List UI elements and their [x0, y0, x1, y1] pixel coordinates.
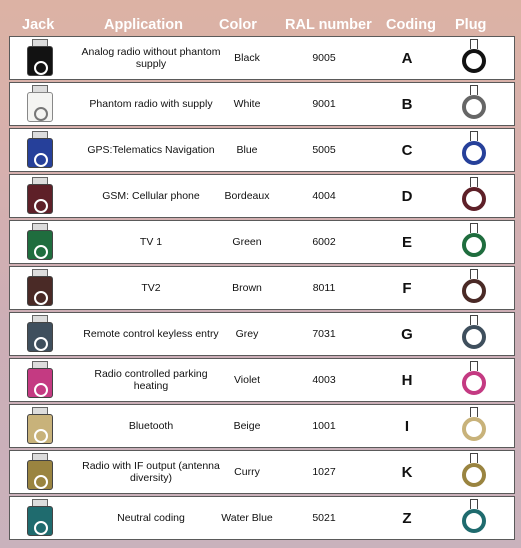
- application-cell: Radio controlled parking heating: [94, 367, 208, 393]
- header-application: Application: [104, 17, 183, 33]
- jack-connector-icon: [27, 453, 53, 491]
- application-cell: GSM: Cellular phone: [102, 189, 200, 202]
- plug-connector-icon: [460, 177, 488, 215]
- plug-connector-icon: [460, 131, 488, 169]
- ral-cell: 5021: [312, 512, 336, 525]
- table-header: [0, 0, 521, 36]
- plug-cell: [446, 313, 502, 355]
- coding-cell: B: [401, 95, 413, 113]
- coding-cell: I: [404, 417, 410, 435]
- jack-cell: [10, 83, 70, 125]
- jack-connector-icon: [27, 223, 53, 261]
- color-cell: Violet: [233, 374, 261, 387]
- plug-cell: [446, 83, 502, 125]
- plug-cell: [446, 37, 502, 79]
- coding-cell: A: [401, 49, 413, 67]
- jack-cell: [10, 221, 70, 263]
- color-cell: Brown: [232, 282, 262, 295]
- plug-connector-icon: [460, 453, 488, 491]
- header-coding: Coding: [386, 17, 436, 33]
- jack-cell: [10, 129, 70, 171]
- header-ral: RAL number: [285, 17, 372, 33]
- plug-connector-icon: [460, 315, 488, 353]
- jack-connector-icon: [27, 407, 53, 445]
- plug-cell: [446, 267, 502, 309]
- ral-cell: 9005: [312, 52, 336, 64]
- table-row: [9, 496, 515, 540]
- color-cell: Curry: [234, 466, 260, 479]
- plug-cell: [446, 221, 502, 263]
- ral-cell: 6002: [312, 236, 336, 249]
- table-row: [9, 82, 515, 126]
- table-row: [9, 358, 515, 402]
- jack-connector-icon: [27, 499, 53, 537]
- header-plug: Plug: [455, 17, 487, 33]
- plug-connector-icon: [460, 39, 488, 77]
- jack-connector-icon: [27, 315, 53, 353]
- header-color: Color: [219, 17, 257, 33]
- application-cell: Radio with IF output (antenna diversity): [82, 459, 220, 485]
- color-cell: Blue: [236, 144, 258, 157]
- plug-connector-icon: [460, 407, 488, 445]
- coding-cell: Z: [402, 509, 412, 527]
- jack-cell: [10, 313, 70, 355]
- coding-cell: K: [401, 463, 413, 481]
- application-cell: Phantom radio with supply: [89, 97, 213, 110]
- jack-connector-icon: [27, 269, 53, 307]
- ral-cell: 5005: [312, 144, 336, 157]
- color-cell: White: [233, 98, 261, 111]
- coding-cell: G: [401, 325, 413, 343]
- ral-cell: 1027: [312, 466, 336, 479]
- application-cell: TV 1: [139, 235, 163, 248]
- jack-cell: [10, 497, 70, 539]
- plug-connector-icon: [460, 85, 488, 123]
- table-row: [9, 404, 515, 448]
- ral-cell: 1001: [312, 420, 336, 433]
- table-row: [9, 220, 515, 264]
- jack-cell: [10, 267, 70, 309]
- coding-table: [9, 36, 515, 542]
- color-cell: Bordeaux: [224, 190, 270, 203]
- jack-cell: [10, 359, 70, 401]
- jack-connector-icon: [27, 39, 53, 77]
- table-row: [9, 450, 515, 494]
- coding-cell: E: [401, 233, 412, 251]
- ral-cell: 9001: [312, 98, 336, 111]
- plug-connector-icon: [460, 223, 488, 261]
- plug-connector-icon: [460, 269, 488, 307]
- ral-cell: 4003: [312, 374, 336, 387]
- color-cell: Grey: [235, 328, 259, 341]
- application-cell: TV2: [141, 281, 161, 294]
- application-cell: GPS:Telematics Navigation: [87, 143, 215, 156]
- plug-cell: [446, 405, 502, 447]
- table-row: [9, 36, 515, 80]
- coding-cell: C: [401, 141, 413, 159]
- application-cell: Neutral coding: [117, 511, 185, 524]
- coding-cell: F: [402, 279, 412, 297]
- plug-connector-icon: [460, 499, 488, 537]
- coding-cell: D: [401, 187, 413, 205]
- jack-connector-icon: [27, 85, 53, 123]
- plug-cell: [446, 175, 502, 217]
- application-cell: Analog radio without phantom supply: [81, 45, 221, 70]
- jack-connector-icon: [27, 131, 53, 169]
- jack-cell: [10, 451, 70, 493]
- application-cell: Bluetooth: [128, 419, 174, 432]
- table-row: [9, 128, 515, 172]
- color-cell: Black: [234, 52, 260, 64]
- table-row: [9, 266, 515, 310]
- jack-cell: [10, 175, 70, 217]
- jack-cell: [10, 405, 70, 447]
- plug-connector-icon: [460, 361, 488, 399]
- jack-connector-icon: [27, 361, 53, 399]
- table-row: [9, 312, 515, 356]
- header-jack: Jack: [22, 17, 55, 33]
- ral-cell: 7031: [312, 328, 336, 341]
- application-cell: Remote control keyless entry: [83, 327, 219, 340]
- jack-cell: [10, 37, 70, 79]
- table-row: [9, 174, 515, 218]
- coding-cell: H: [401, 371, 413, 389]
- color-cell: Green: [232, 236, 262, 249]
- plug-cell: [446, 451, 502, 493]
- color-cell: Beige: [233, 420, 261, 433]
- plug-cell: [446, 359, 502, 401]
- jack-connector-icon: [27, 177, 53, 215]
- plug-cell: [446, 497, 502, 539]
- plug-cell: [446, 129, 502, 171]
- ral-cell: 4004: [312, 190, 336, 203]
- color-cell: Water Blue: [221, 512, 273, 525]
- ral-cell: 8011: [312, 282, 336, 295]
